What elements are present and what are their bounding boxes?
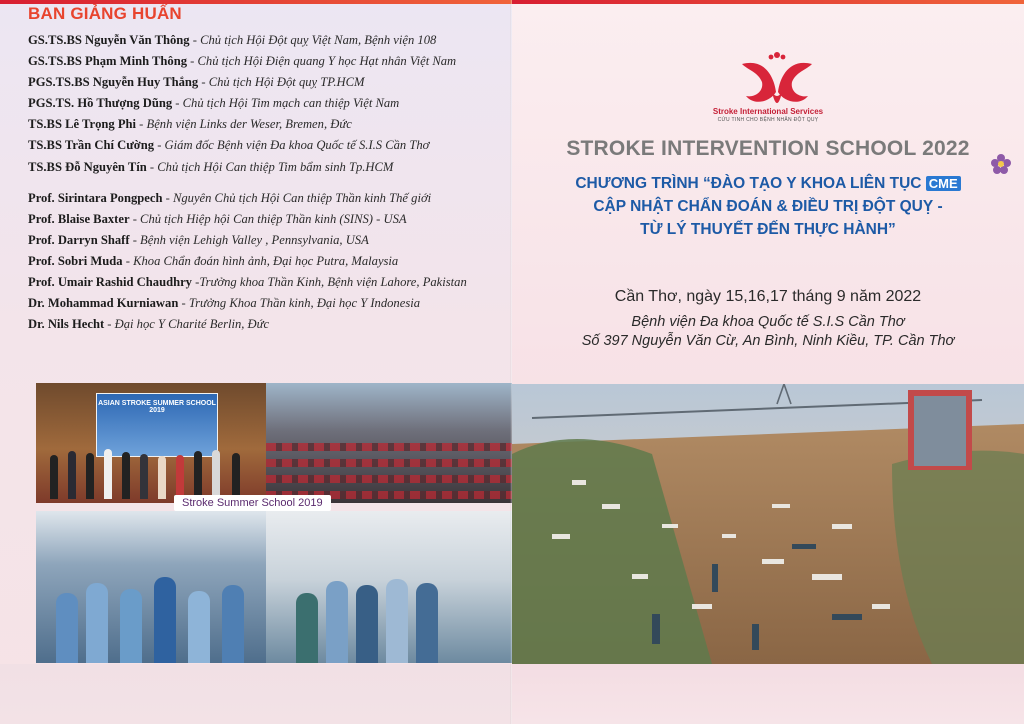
lecturer-name: Prof. Sirintara Pongpech: [28, 190, 163, 205]
lecturer-role: -Trưởng khoa Thần Kinh, Bệnh viện Lahore, Pakistan: [191, 275, 467, 290]
seat-row: [266, 459, 512, 467]
lecturer-name: Prof. Umair Rashid Chaudhry: [28, 275, 192, 290]
doctor-figure: [356, 585, 378, 663]
lecturer-item: [28, 114, 508, 135]
lecturer-name: PGS.TS.BS Nguyễn Huy Thắng: [28, 75, 199, 90]
lecturer-name: Prof. Blaise Baxter: [28, 211, 130, 226]
lecturer-role: - Chủ tịch Hội Đột quỵ TP.HCM: [198, 75, 365, 90]
program-line-1-text: CHƯƠNG TRÌNH “ĐÀO TẠO Y KHOA LIÊN TỤC: [575, 175, 922, 192]
lecturer-role: - Bệnh viện Lehigh Valley , Pennsylvania, USA: [129, 232, 369, 247]
doctor-figure: [188, 591, 210, 663]
lecturer-item: [28, 272, 508, 293]
lecturer-item: [28, 72, 508, 93]
person-figure: [140, 454, 148, 499]
doctor-figure: [154, 577, 176, 663]
lecturer-role: - Chủ tịch Hội Can thiệp Tim bẩm sinh Tp.HCM: [146, 159, 394, 174]
doctor-figure: [56, 593, 78, 663]
lecturer-item: [28, 135, 508, 156]
doctor-figure: [86, 583, 108, 663]
group-photo: [36, 383, 266, 503]
event-date: Cần Thơ, ngày 15,16,17 tháng 9 năm 2022: [614, 288, 922, 305]
doctor-figure: [416, 583, 438, 663]
lecturer-name: Prof. Sobri Muda: [28, 253, 123, 268]
photo-collage: [36, 383, 512, 663]
lecturer-name: Dr. Nils Hecht: [28, 317, 105, 332]
bottom-strip: [0, 664, 512, 724]
venue-name: Bệnh viện Đa khoa Quốc tế S.I.S Cần Thơ: [631, 314, 905, 330]
conference-hall-photo: [266, 383, 512, 503]
river-photo: [512, 384, 1024, 664]
surgery-photo: [36, 511, 266, 663]
lecturer-role: - Chủ tịch Hiệp hội Can thiệp Thần kinh (SINS) - USA: [129, 211, 407, 226]
lecturer-role: - Trưởng Khoa Thần kinh, Đại học Y Indonesia: [178, 296, 421, 311]
venue-address: Số 397 Nguyễn Văn Cừ, An Bình, Ninh Kiều, TP. Cần Thơ: [581, 333, 955, 349]
doctor-figure: [296, 593, 318, 663]
lecturer-role: - Chủ tịch Hội Đột quỵ Việt Nam, Bệnh viện 108: [189, 33, 437, 47]
lecturer-role: - Giám đốc Bệnh viện Đa khoa Quốc tế S.I.S Cần Thơ: [154, 138, 430, 153]
person-figure: [212, 450, 220, 499]
person-figure: [50, 455, 58, 499]
lecturer-item: [28, 30, 508, 51]
team-photo: [266, 511, 512, 663]
lecturer-name: TS.BS Trần Chí Cường: [28, 138, 155, 153]
lecturer-name: TS.BS Đỗ Nguyên Tín: [28, 159, 147, 174]
person-figure: [176, 455, 184, 499]
lecturer-item: [28, 157, 508, 178]
lecturer-role: - Đại học Y Charité Berlin, Đức: [104, 317, 270, 332]
lecturer-item: [28, 251, 508, 272]
lecturer-name: TS.BS Lê Trọng Phi: [28, 117, 137, 132]
right-page: [512, 0, 1024, 724]
lecturer-item: [28, 314, 508, 335]
program-title: [512, 172, 1024, 241]
doctor-figure: [386, 579, 408, 663]
lecturer-item: [28, 293, 508, 314]
event-banner-board: [96, 393, 218, 457]
seat-row: [266, 475, 512, 483]
banner-text: ASIAN STROKE SUMMER SCHOOL 2019: [98, 400, 216, 414]
lecturer-name: Dr. Mohammad Kurniawan: [28, 296, 179, 311]
person-figure: [232, 453, 240, 499]
lecturer-name: GS.TS.BS Nguyễn Văn Thông: [28, 33, 190, 47]
person-figure: [194, 451, 202, 499]
lecturer-role: - Bệnh viện Links der Weser, Bremen, Đức: [136, 117, 352, 132]
doctor-figure: [326, 581, 348, 663]
lecturer-name: PGS.TS. Hồ Thượng Dũng: [28, 96, 173, 111]
event-venue: [512, 313, 1024, 351]
lecturer-list: [28, 30, 508, 335]
lecturer-item: [28, 230, 508, 251]
brand-tagline: CỨU TINH CHO BỆNH NHÂN ĐỘT QUỴ: [717, 117, 819, 123]
event-title: STROKE INTERVENTION SCHOOL 2022: [566, 137, 970, 160]
bottom-strip: [512, 664, 1024, 724]
person-figure: [86, 453, 94, 499]
program-line-2: CẬP NHẬT CHẨN ĐOÁN & ĐIỀU TRỊ ĐỘT QUỴ -: [593, 198, 943, 215]
lecturer-item: [28, 209, 508, 230]
seat-row: [266, 443, 512, 451]
lecturers-heading: BAN GIẢNG HUẤN: [28, 4, 182, 23]
top-accent-bar: [512, 0, 1024, 4]
program-line-3: TỪ LÝ THUYẾT ĐẾN THỰC HÀNH”: [640, 221, 896, 238]
lecturer-role: - Nguyên Chủ tịch Hội Can thiệp Thần kinh Thế giới: [162, 190, 432, 205]
doctor-figure: [120, 589, 142, 663]
lecturer-role: - Chủ tịch Hội Điện quang Y học Hạt nhân Việt Nam: [187, 54, 457, 69]
doctor-figure: [222, 585, 244, 663]
lecturer-name: GS.TS.BS Phạm Minh Thông: [28, 54, 188, 69]
lecturer-role: - Chủ tịch Hội Tim mạch can thiệp Việt Nam: [172, 96, 400, 111]
lecturer-item: [28, 51, 508, 72]
person-figure: [122, 452, 130, 499]
person-figure: [158, 456, 166, 499]
person-figure: [68, 451, 76, 499]
photo-caption: Stroke Summer School 2019: [174, 495, 331, 511]
lecturer-item: [28, 93, 508, 114]
program-line-1: [512, 172, 1024, 195]
brand-name: Stroke International Services: [712, 107, 824, 116]
lecturer-role: - Khoa Chẩn đoán hình ảnh, Đại học Putra, Malaysia: [122, 253, 399, 268]
lecturer-name: Prof. Darryn Shaff: [28, 232, 130, 247]
lecturer-item: [28, 188, 508, 209]
cme-badge: CME: [926, 176, 961, 191]
person-figure: [104, 449, 112, 499]
